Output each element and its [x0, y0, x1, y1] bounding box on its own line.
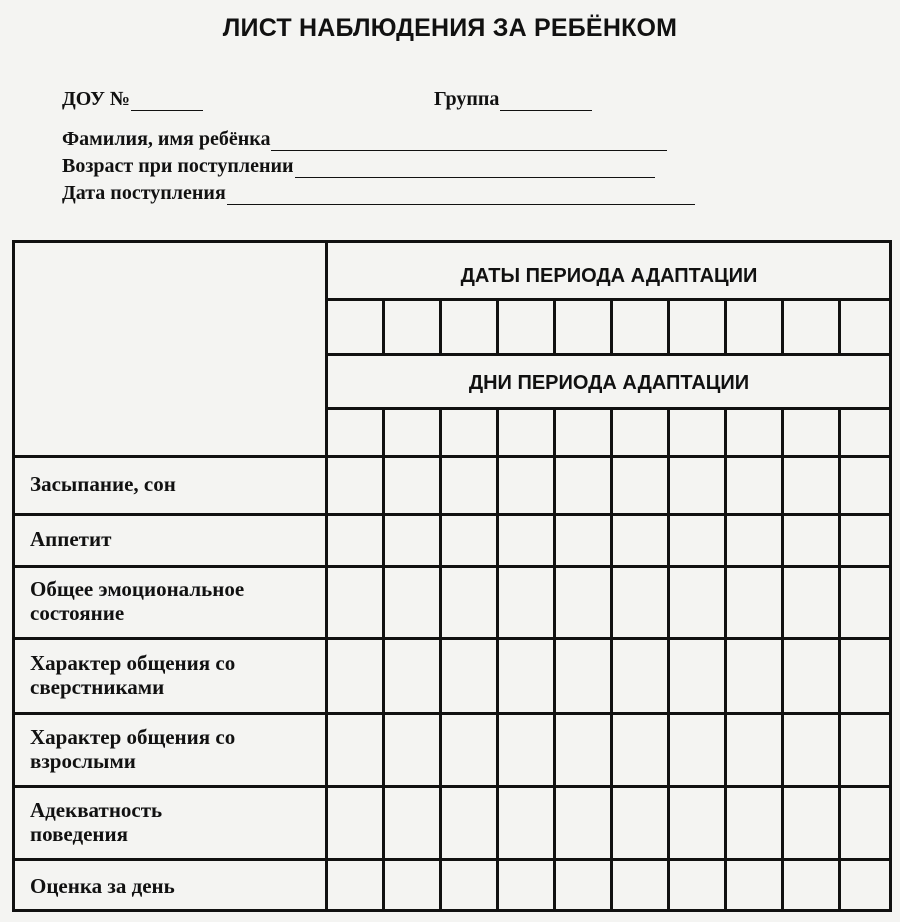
- row-label-peers: Характер общения со сверстниками: [30, 650, 236, 699]
- date-field: [62, 182, 695, 205]
- day-column-divider: [553, 407, 556, 909]
- row-divider: [15, 637, 889, 640]
- day-column-divider: [439, 407, 442, 909]
- dou-blank-line[interactable]: [131, 92, 203, 111]
- dates-cell-divider: [781, 298, 784, 353]
- day-column-divider: [667, 407, 670, 909]
- row-divider: [15, 712, 889, 715]
- row-divider: [15, 513, 889, 516]
- age-field: [62, 155, 655, 178]
- row-label-appetite: Аппетит: [30, 527, 112, 551]
- day-column-divider: [496, 407, 499, 909]
- day-column-divider: [781, 407, 784, 909]
- day-column-divider: [382, 407, 385, 909]
- row-divider: [15, 565, 889, 568]
- row-label-daily-score: Оценка за день: [30, 873, 175, 898]
- row-label-emotional-state: Общее эмоциональное состояние: [30, 577, 245, 625]
- child-name-field: [62, 128, 667, 151]
- date-label: Дата поступления: [62, 182, 226, 204]
- label-column-divider: [325, 243, 328, 909]
- group-field: [434, 88, 592, 111]
- header-row-divider: [325, 298, 889, 301]
- row-divider: [15, 455, 889, 458]
- dates-cell-divider: [553, 298, 556, 353]
- dates-cell-divider: [724, 298, 727, 353]
- row-label-sleep: Засыпание, сон: [30, 472, 176, 496]
- row-divider: [15, 785, 889, 788]
- header-row-divider: [325, 407, 889, 410]
- observation-table: [12, 240, 892, 912]
- dates-cell-divider: [439, 298, 442, 353]
- dates-cell-divider: [382, 298, 385, 353]
- row-label-adults: Характер общения со взрослыми: [30, 724, 236, 773]
- dates-cell-divider: [610, 298, 613, 353]
- day-column-divider: [610, 407, 613, 909]
- age-label: Возраст при поступлении: [62, 155, 294, 177]
- dates-cell-divider: [838, 298, 841, 353]
- dou-label: ДОУ №: [62, 88, 130, 110]
- row-divider: [15, 858, 889, 861]
- dates-cell-divider: [667, 298, 670, 353]
- page-title: ЛИСТ НАБЛЮДЕНИЯ ЗА РЕБЁНКОМ: [222, 14, 678, 42]
- child-name-label: Фамилия, имя ребёнка: [62, 128, 271, 150]
- day-column-divider: [838, 407, 841, 909]
- date-blank-line[interactable]: [227, 186, 695, 205]
- child-name-blank-line[interactable]: [271, 132, 667, 151]
- days-header: ДНИ ПЕРИОДА АДАПТАЦИИ: [468, 372, 750, 394]
- group-blank-line[interactable]: [500, 92, 592, 111]
- day-column-divider: [724, 407, 727, 909]
- age-blank-line[interactable]: [295, 159, 655, 178]
- dou-field: [62, 88, 203, 111]
- dates-cell-divider: [496, 298, 499, 353]
- row-label-behavior: Адекватность поведения: [30, 797, 163, 846]
- dates-header: ДАТЫ ПЕРИОДА АДАПТАЦИИ: [460, 265, 758, 287]
- group-label: Группа: [434, 88, 500, 110]
- header-row-divider: [325, 353, 889, 356]
